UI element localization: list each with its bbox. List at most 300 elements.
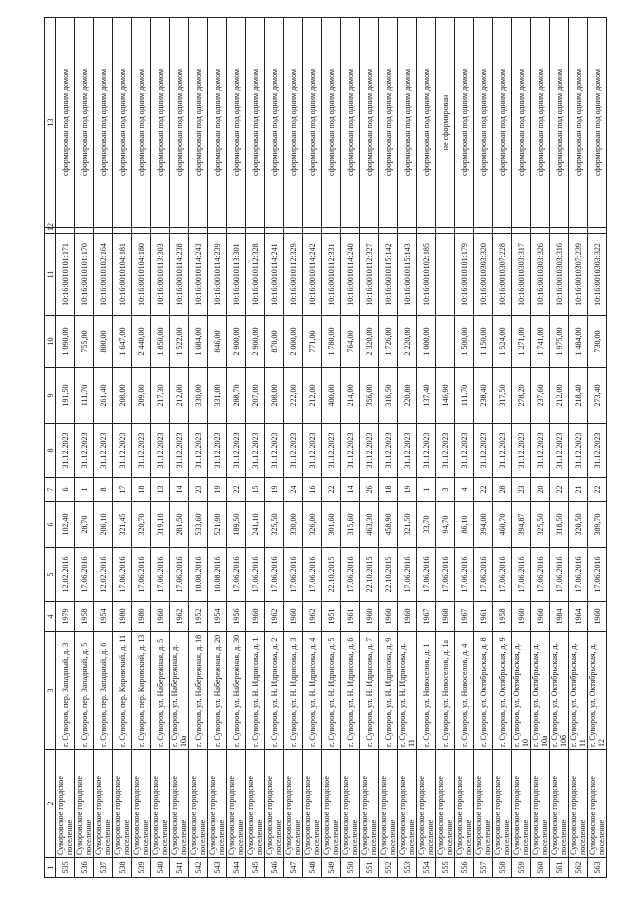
settlement-cell: Суворовское городское поселение <box>265 750 284 858</box>
cadastral-number-cell: 10:16:0010112:328 <box>246 234 265 316</box>
land-area-cell: 111,70 <box>75 368 94 424</box>
settlement-cell: Суворовское городское поселение <box>379 750 398 858</box>
area-cell: 460,70 <box>493 502 512 548</box>
cadastral-number-cell: 10:16:0010104:181 <box>113 234 132 316</box>
spacer-cell <box>379 228 398 234</box>
plot-status-cell: сформирован под одним домом <box>265 18 284 228</box>
address-cell: г. Суворов, пер. Кировский, д. 13 <box>132 632 151 750</box>
build-year-cell: 1980 <box>113 602 132 632</box>
build-year-cell: 1967 <box>417 602 436 632</box>
table-row <box>455 18 474 878</box>
address-cell: г. Суворов, ул. Новоселов, д. 1 <box>417 632 436 750</box>
column-number-header: 13 <box>45 18 56 228</box>
settlement-cell: Суворовское городское поселение <box>398 750 417 858</box>
residents-cell: 20 <box>531 478 550 502</box>
settlement-cell: Суворовское городское поселение <box>189 750 208 858</box>
table-row <box>170 18 189 878</box>
settlement-cell: Суворовское городское поселение <box>94 750 113 858</box>
plot-status-cell: сформирован под одним домом <box>360 18 379 228</box>
deadline-cell: 31.12.2023 <box>170 424 189 478</box>
build-year-cell: 1952 <box>189 602 208 632</box>
table-row <box>132 18 151 878</box>
row-number-cell: 563 <box>588 858 607 878</box>
plot-area-cell: 2 320,00 <box>360 316 379 368</box>
spacer-cell <box>531 228 550 234</box>
spacer-cell <box>56 228 75 234</box>
column-number-header: 12 <box>45 228 56 234</box>
column-number-header: 7 <box>45 478 56 502</box>
land-area-cell: 146,90 <box>436 368 455 424</box>
spacer-cell <box>569 228 588 234</box>
plot-status-cell: не сформирован <box>436 18 455 228</box>
table-row <box>379 18 398 878</box>
build-year-cell: 1962 <box>303 602 322 632</box>
cadastral-number-cell: 10:16:0010114:240 <box>341 234 360 316</box>
land-area-cell: 278,20 <box>512 368 531 424</box>
land-area-cell: 218,40 <box>569 368 588 424</box>
deadline-cell: 31.12.2023 <box>512 424 531 478</box>
plot-area-cell <box>436 316 455 368</box>
area-cell: 394,00 <box>474 502 493 548</box>
plot-area-cell: 1 975,00 <box>550 316 569 368</box>
row-number-cell: 549 <box>322 858 341 878</box>
cadastral-number-cell: 10:16:0010114:243 <box>189 234 208 316</box>
column-number-header: 11 <box>45 234 56 316</box>
address-cell: г. Суворов, ул. Набережная, д. 20 <box>208 632 227 750</box>
address-cell: г. Суворов, ул. Набережная, д. 18 <box>189 632 208 750</box>
row-number-cell: 561 <box>550 858 569 878</box>
plot-status-cell: сформирован под одним домом <box>455 18 474 228</box>
table-row <box>113 18 132 878</box>
residents-cell: 15 <box>246 478 265 502</box>
residents-cell: 8 <box>94 478 113 502</box>
build-year-cell: 1960 <box>360 602 379 632</box>
area-cell: 394,87 <box>512 502 531 548</box>
land-area-cell: 330,00 <box>189 368 208 424</box>
address-cell: г. Суворов, ул. Н. Идрисова, д. 5 <box>322 632 341 750</box>
residents-cell: 14 <box>341 478 360 502</box>
residents-cell: 23 <box>189 478 208 502</box>
plot-status-cell: сформирован под одним домом <box>94 18 113 228</box>
inclusion-date-cell: 17.06.2016 <box>170 548 189 602</box>
plot-status-cell: сформирован под одним домом <box>550 18 569 228</box>
build-year-cell: 1958 <box>493 602 512 632</box>
column-number-header: 3 <box>45 632 56 750</box>
residents-cell: 14 <box>170 478 189 502</box>
settlement-cell: Суворовское городское поселение <box>227 750 246 858</box>
cadastral-number-cell: 10:16:0010113:303 <box>151 234 170 316</box>
inclusion-date-cell: 10.08.2016 <box>208 548 227 602</box>
residents-cell: 3 <box>436 478 455 502</box>
area-cell: 102,40 <box>56 502 75 548</box>
build-year-cell: 1954 <box>208 602 227 632</box>
residents-cell: 19 <box>265 478 284 502</box>
deadline-cell: 31.12.2023 <box>113 424 132 478</box>
table-row <box>493 18 512 878</box>
plot-status-cell: сформирован под одним домом <box>151 18 170 228</box>
address-cell: г. Суворов, пер. Западный, д. 5 <box>75 632 94 750</box>
land-area-cell: 220,80 <box>398 368 417 424</box>
build-year-cell: 1984 <box>550 602 569 632</box>
address-cell: г. Суворов, ул. Н. Идрисова, д. 3 <box>284 632 303 750</box>
deadline-cell: 31.12.2023 <box>303 424 322 478</box>
deadline-cell: 31.12.2023 <box>436 424 455 478</box>
spacer-cell <box>113 228 132 234</box>
plot-area-cell: 1 271,00 <box>512 316 531 368</box>
build-year-cell: 1962 <box>170 602 189 632</box>
plot-status-cell: сформирован под одним домом <box>512 18 531 228</box>
area-cell: 86,10 <box>455 502 474 548</box>
area-cell: 325,50 <box>265 502 284 548</box>
plot-status-cell: сформирован под одним домом <box>379 18 398 228</box>
address-cell: г. Суворов, пер. Западный, д. 3 <box>56 632 75 750</box>
deadline-cell: 31.12.2023 <box>208 424 227 478</box>
plot-status-cell: сформирован под одним домом <box>75 18 94 228</box>
settlement-cell: Суворовское городское поселение <box>550 750 569 858</box>
area-cell: 301,60 <box>322 502 341 548</box>
spacer-cell <box>284 228 303 234</box>
plot-status-cell: сформирован под одним домом <box>284 18 303 228</box>
area-cell: 206,10 <box>94 502 113 548</box>
cadastral-number-cell: 10:16:0010101:170 <box>75 234 94 316</box>
inclusion-date-cell: 17.06.2016 <box>227 548 246 602</box>
inclusion-date-cell: 17.06.2016 <box>550 548 569 602</box>
spacer-cell <box>151 228 170 234</box>
deadline-cell: 31.12.2023 <box>75 424 94 478</box>
address-cell: г. Суворов, ул. Новоселов, д. 1а <box>436 632 455 750</box>
residents-cell: 6 <box>56 478 75 502</box>
plot-status-cell: сформирован под одним домом <box>474 18 493 228</box>
settlement-cell: Суворовское городское поселение <box>455 750 474 858</box>
settlement-cell: Суворовское городское поселение <box>341 750 360 858</box>
spacer-cell <box>474 228 493 234</box>
row-number-cell: 541 <box>170 858 189 878</box>
spacer-cell <box>189 228 208 234</box>
spacer-cell <box>265 228 284 234</box>
settlement-cell: Суворовское городское поселение <box>360 750 379 858</box>
table-row <box>588 18 607 878</box>
address-cell: г. Суворов, ул. Октябрьская, д. 8 <box>474 632 493 750</box>
residents-cell: 16 <box>303 478 322 502</box>
land-area-cell: 331,00 <box>208 368 227 424</box>
table-row <box>265 18 284 878</box>
plot-area-cell: 2 440,00 <box>132 316 151 368</box>
area-cell: 458,90 <box>379 502 398 548</box>
address-cell: г. Суворов, ул. Н. Идрисова, д. 2 <box>265 632 284 750</box>
spacer-cell <box>436 228 455 234</box>
row-number-cell: 540 <box>151 858 170 878</box>
spacer-cell <box>341 228 360 234</box>
table-row <box>151 18 170 878</box>
inclusion-date-cell: 17.06.2016 <box>493 548 512 602</box>
row-number-cell: 556 <box>455 858 474 878</box>
area-cell: 325,50 <box>531 502 550 548</box>
land-area-cell: 288,70 <box>227 368 246 424</box>
inclusion-date-cell: 17.06.2016 <box>588 548 607 602</box>
housing-registry-table <box>44 17 607 878</box>
residents-cell: 22 <box>474 478 493 502</box>
row-number-cell: 539 <box>132 858 151 878</box>
area-cell: 321,50 <box>398 502 417 548</box>
inclusion-date-cell: 17.06.2016 <box>531 548 550 602</box>
settlement-cell: Суворовское городское поселение <box>113 750 132 858</box>
plot-area-cell: 1 150,00 <box>474 316 493 368</box>
table-row <box>474 18 493 878</box>
plot-status-cell: сформирован под одним домом <box>56 18 75 228</box>
inclusion-date-cell: 17.06.2016 <box>113 548 132 602</box>
area-cell: 281,50 <box>170 502 189 548</box>
row-number-cell: 551 <box>360 858 379 878</box>
address-cell: г. Суворов, пер. Кировский, д. 11 <box>113 632 132 750</box>
table-row <box>246 18 265 878</box>
address-cell: г. Суворов, ул. Октябрьская, д. 10а <box>531 632 550 750</box>
deadline-cell: 31.12.2023 <box>322 424 341 478</box>
column-number-header: 5 <box>45 548 56 602</box>
row-number-cell: 546 <box>265 858 284 878</box>
row-number-cell: 535 <box>56 858 75 878</box>
cadastral-number-cell: 10:16:0010112:331 <box>322 234 341 316</box>
settlement-cell: Суворовское городское поселение <box>493 750 512 858</box>
column-number-header: 2 <box>45 750 56 858</box>
cadastral-number-cell: 10:16:0010104:180 <box>132 234 151 316</box>
table-row <box>569 18 588 878</box>
address-cell: г. Суворов, ул. Н. Идрисова, д. 1 <box>246 632 265 750</box>
area-cell: 326,00 <box>303 502 322 548</box>
spacer-cell <box>360 228 379 234</box>
residents-cell: 22 <box>588 478 607 502</box>
land-area-cell: 217,30 <box>151 368 170 424</box>
plot-status-cell: сформирован под одним домом <box>303 18 322 228</box>
land-area-cell: 208,00 <box>113 368 132 424</box>
table-row <box>436 18 455 878</box>
table-row <box>284 18 303 878</box>
land-area-cell: 212,00 <box>550 368 569 424</box>
inclusion-date-cell: 22.10.2015 <box>360 548 379 602</box>
settlement-cell: Суворовское городское поселение <box>531 750 550 858</box>
land-area-cell: 238,40 <box>474 368 493 424</box>
plot-area-cell: 1 524,00 <box>493 316 512 368</box>
plot-area-cell: 870,00 <box>265 316 284 368</box>
cadastral-number-cell: 10:16:0010112:327 <box>360 234 379 316</box>
build-year-cell: 1960 <box>531 602 550 632</box>
inclusion-date-cell: 17.06.2016 <box>303 548 322 602</box>
spacer-cell <box>398 228 417 234</box>
land-area-cell: 111,70 <box>455 368 474 424</box>
row-number-cell: 559 <box>512 858 531 878</box>
area-cell: 319,10 <box>151 502 170 548</box>
cadastral-number-cell: 10:16:0010303:326 <box>531 234 550 316</box>
residents-cell: 28 <box>493 478 512 502</box>
land-area-cell: 273,40 <box>588 368 607 424</box>
address-cell: г. Суворов, ул. Н. Идрисова, д. 7 <box>360 632 379 750</box>
cadastral-number-cell: 10:16:0010303:322 <box>588 234 607 316</box>
address-cell: г. Суворов, ул. Октябрьская, д. 9 <box>493 632 512 750</box>
residents-cell: 18 <box>379 478 398 502</box>
spacer-cell <box>322 228 341 234</box>
land-area-cell: 137,40 <box>417 368 436 424</box>
inclusion-date-cell: 22.10.2015 <box>379 548 398 602</box>
row-number-cell: 537 <box>94 858 113 878</box>
address-cell: г. Суворов, ул. Октябрьская, д. 11 <box>569 632 588 750</box>
cadastral-number-cell: 10:16:0010115:142 <box>379 234 398 316</box>
inclusion-date-cell: 17.06.2016 <box>455 548 474 602</box>
inclusion-date-cell: 17.06.2016 <box>284 548 303 602</box>
plot-status-cell: сформирован под одним домом <box>113 18 132 228</box>
plot-area-cell: 1 500,00 <box>455 316 474 368</box>
spacer-cell <box>493 228 512 234</box>
build-year-cell: 1968 <box>436 602 455 632</box>
table-row <box>512 18 531 878</box>
row-number-cell: 560 <box>531 858 550 878</box>
row-number-cell: 558 <box>493 858 512 878</box>
deadline-cell: 31.12.2023 <box>474 424 493 478</box>
deadline-cell: 31.12.2023 <box>227 424 246 478</box>
settlement-cell: Суворовское городское поселение <box>132 750 151 858</box>
plot-status-cell: сформирован под одним домом <box>417 18 436 228</box>
residents-cell: 18 <box>132 478 151 502</box>
residents-cell: 1 <box>417 478 436 502</box>
area-cell: 320,50 <box>569 502 588 548</box>
build-year-cell: 1958 <box>75 602 94 632</box>
plot-area-cell: 1 522,00 <box>170 316 189 368</box>
plot-status-cell: сформирован под одним домом <box>341 18 360 228</box>
plot-area-cell: 2 220,00 <box>398 316 417 368</box>
cadastral-number-cell: 10:16:0010102:185 <box>417 234 436 316</box>
column-number-header: 8 <box>45 424 56 478</box>
plot-area-cell: 1 000,00 <box>417 316 436 368</box>
row-number-cell: 550 <box>341 858 360 878</box>
settlement-cell: Суворовское городское поселение <box>303 750 322 858</box>
spacer-cell <box>246 228 265 234</box>
build-year-cell: 1951 <box>322 602 341 632</box>
cadastral-number-cell: 10:16:0010113:301 <box>227 234 246 316</box>
address-cell: г. Суворов, пер. Западный, д. 6 <box>94 632 113 750</box>
plot-area-cell: 1 090,00 <box>56 316 75 368</box>
settlement-cell: Суворовское городское поселение <box>284 750 303 858</box>
plot-area-cell: 800,00 <box>94 316 113 368</box>
area-cell: 241,10 <box>246 502 265 548</box>
deadline-cell: 31.12.2023 <box>455 424 474 478</box>
plot-status-cell: сформирован под одним домом <box>398 18 417 228</box>
spacer-cell <box>417 228 436 234</box>
address-cell: г. Суворов, ул. Новоселов, д. 4 <box>455 632 474 750</box>
build-year-cell: 1964 <box>569 602 588 632</box>
inclusion-date-cell: 17.06.2016 <box>75 548 94 602</box>
land-area-cell: 212,00 <box>303 368 322 424</box>
plot-area-cell: 1 726,00 <box>379 316 398 368</box>
land-area-cell: 400,00 <box>322 368 341 424</box>
residents-cell: 1 <box>75 478 94 502</box>
build-year-cell: 1960 <box>588 602 607 632</box>
area-cell: 389,70 <box>588 502 607 548</box>
table-row <box>227 18 246 878</box>
land-area-cell: 356,00 <box>360 368 379 424</box>
cadastral-number-cell: 10:16:0010102:164 <box>94 234 113 316</box>
spacer-cell <box>512 228 531 234</box>
land-area-cell: 191,50 <box>56 368 75 424</box>
build-year-cell: 1960 <box>512 602 531 632</box>
inclusion-date-cell: 12.02.2016 <box>94 548 113 602</box>
deadline-cell: 31.12.2023 <box>341 424 360 478</box>
column-number-header: 4 <box>45 602 56 632</box>
address-cell: г. Суворов, ул. Н. Идрисова, д. 9 <box>379 632 398 750</box>
plot-status-cell: сформирован под одним домом <box>246 18 265 228</box>
deadline-cell: 31.12.2023 <box>569 424 588 478</box>
build-year-cell: 1960 <box>284 602 303 632</box>
row-number-cell: 555 <box>436 858 455 878</box>
table-row <box>341 18 360 878</box>
deadline-cell: 31.12.2023 <box>360 424 379 478</box>
deadline-cell: 31.12.2023 <box>284 424 303 478</box>
table-row <box>531 18 550 878</box>
land-area-cell: 207,00 <box>246 368 265 424</box>
table-row <box>94 18 113 878</box>
column-number-header: 10 <box>45 316 56 368</box>
inclusion-date-cell: 22.10.2015 <box>322 548 341 602</box>
land-area-cell: 214,00 <box>341 368 360 424</box>
plot-area-cell: 1 850,00 <box>151 316 170 368</box>
table-row <box>56 18 75 878</box>
area-cell: 320,70 <box>132 502 151 548</box>
settlement-cell: Суворовское городское поселение <box>569 750 588 858</box>
deadline-cell: 31.12.2023 <box>189 424 208 478</box>
inclusion-date-cell: 17.06.2016 <box>474 548 493 602</box>
residents-cell: 26 <box>360 478 379 502</box>
land-area-cell: 222,00 <box>284 368 303 424</box>
column-number-header: 9 <box>45 368 56 424</box>
area-cell: 28,70 <box>75 502 94 548</box>
area-cell: 463,30 <box>360 502 379 548</box>
build-year-cell: 1960 <box>379 602 398 632</box>
row-number-cell: 552 <box>379 858 398 878</box>
address-cell: г. Суворов, ул. Н. Идрисова, д. 11 <box>398 632 417 750</box>
settlement-cell: Суворовское городское поселение <box>588 750 607 858</box>
residents-cell: 19 <box>398 478 417 502</box>
deadline-cell: 31.12.2023 <box>379 424 398 478</box>
spacer-cell <box>132 228 151 234</box>
spacer-cell <box>208 228 227 234</box>
plot-status-cell: сформирован под одним домом <box>588 18 607 228</box>
row-number-cell: 542 <box>189 858 208 878</box>
land-area-cell: 212,00 <box>170 368 189 424</box>
inclusion-date-cell: 17.06.2016 <box>151 548 170 602</box>
area-cell: 533,60 <box>189 502 208 548</box>
land-area-cell: 208,00 <box>265 368 284 424</box>
table-row <box>75 18 94 878</box>
plot-status-cell: сформирован под одним домом <box>189 18 208 228</box>
plot-status-cell: сформирован под одним домом <box>493 18 512 228</box>
deadline-cell: 31.12.2023 <box>531 424 550 478</box>
residents-cell: 24 <box>284 478 303 502</box>
deadline-cell: 31.12.2023 <box>417 424 436 478</box>
land-area-cell: 209,00 <box>132 368 151 424</box>
inclusion-date-cell: 17.06.2016 <box>569 548 588 602</box>
column-number-header: 1 <box>45 858 56 878</box>
table-row <box>550 18 569 878</box>
plot-area-cell: 755,00 <box>75 316 94 368</box>
build-year-cell: 1954 <box>94 602 113 632</box>
cadastral-number-cell: 10:16:0010303:316 <box>550 234 569 316</box>
area-cell: 521,90 <box>208 502 227 548</box>
build-year-cell: 1980 <box>132 602 151 632</box>
plot-area-cell: 2 000,00 <box>284 316 303 368</box>
cadastral-number-cell: 10:16:0010112:329 <box>284 234 303 316</box>
area-cell: 94,70 <box>436 502 455 548</box>
residents-cell: 4 <box>455 478 474 502</box>
deadline-cell: 31.12.2023 <box>56 424 75 478</box>
residents-cell: 21 <box>569 478 588 502</box>
cadastral-number-cell: 10:16:0010114:238 <box>170 234 189 316</box>
